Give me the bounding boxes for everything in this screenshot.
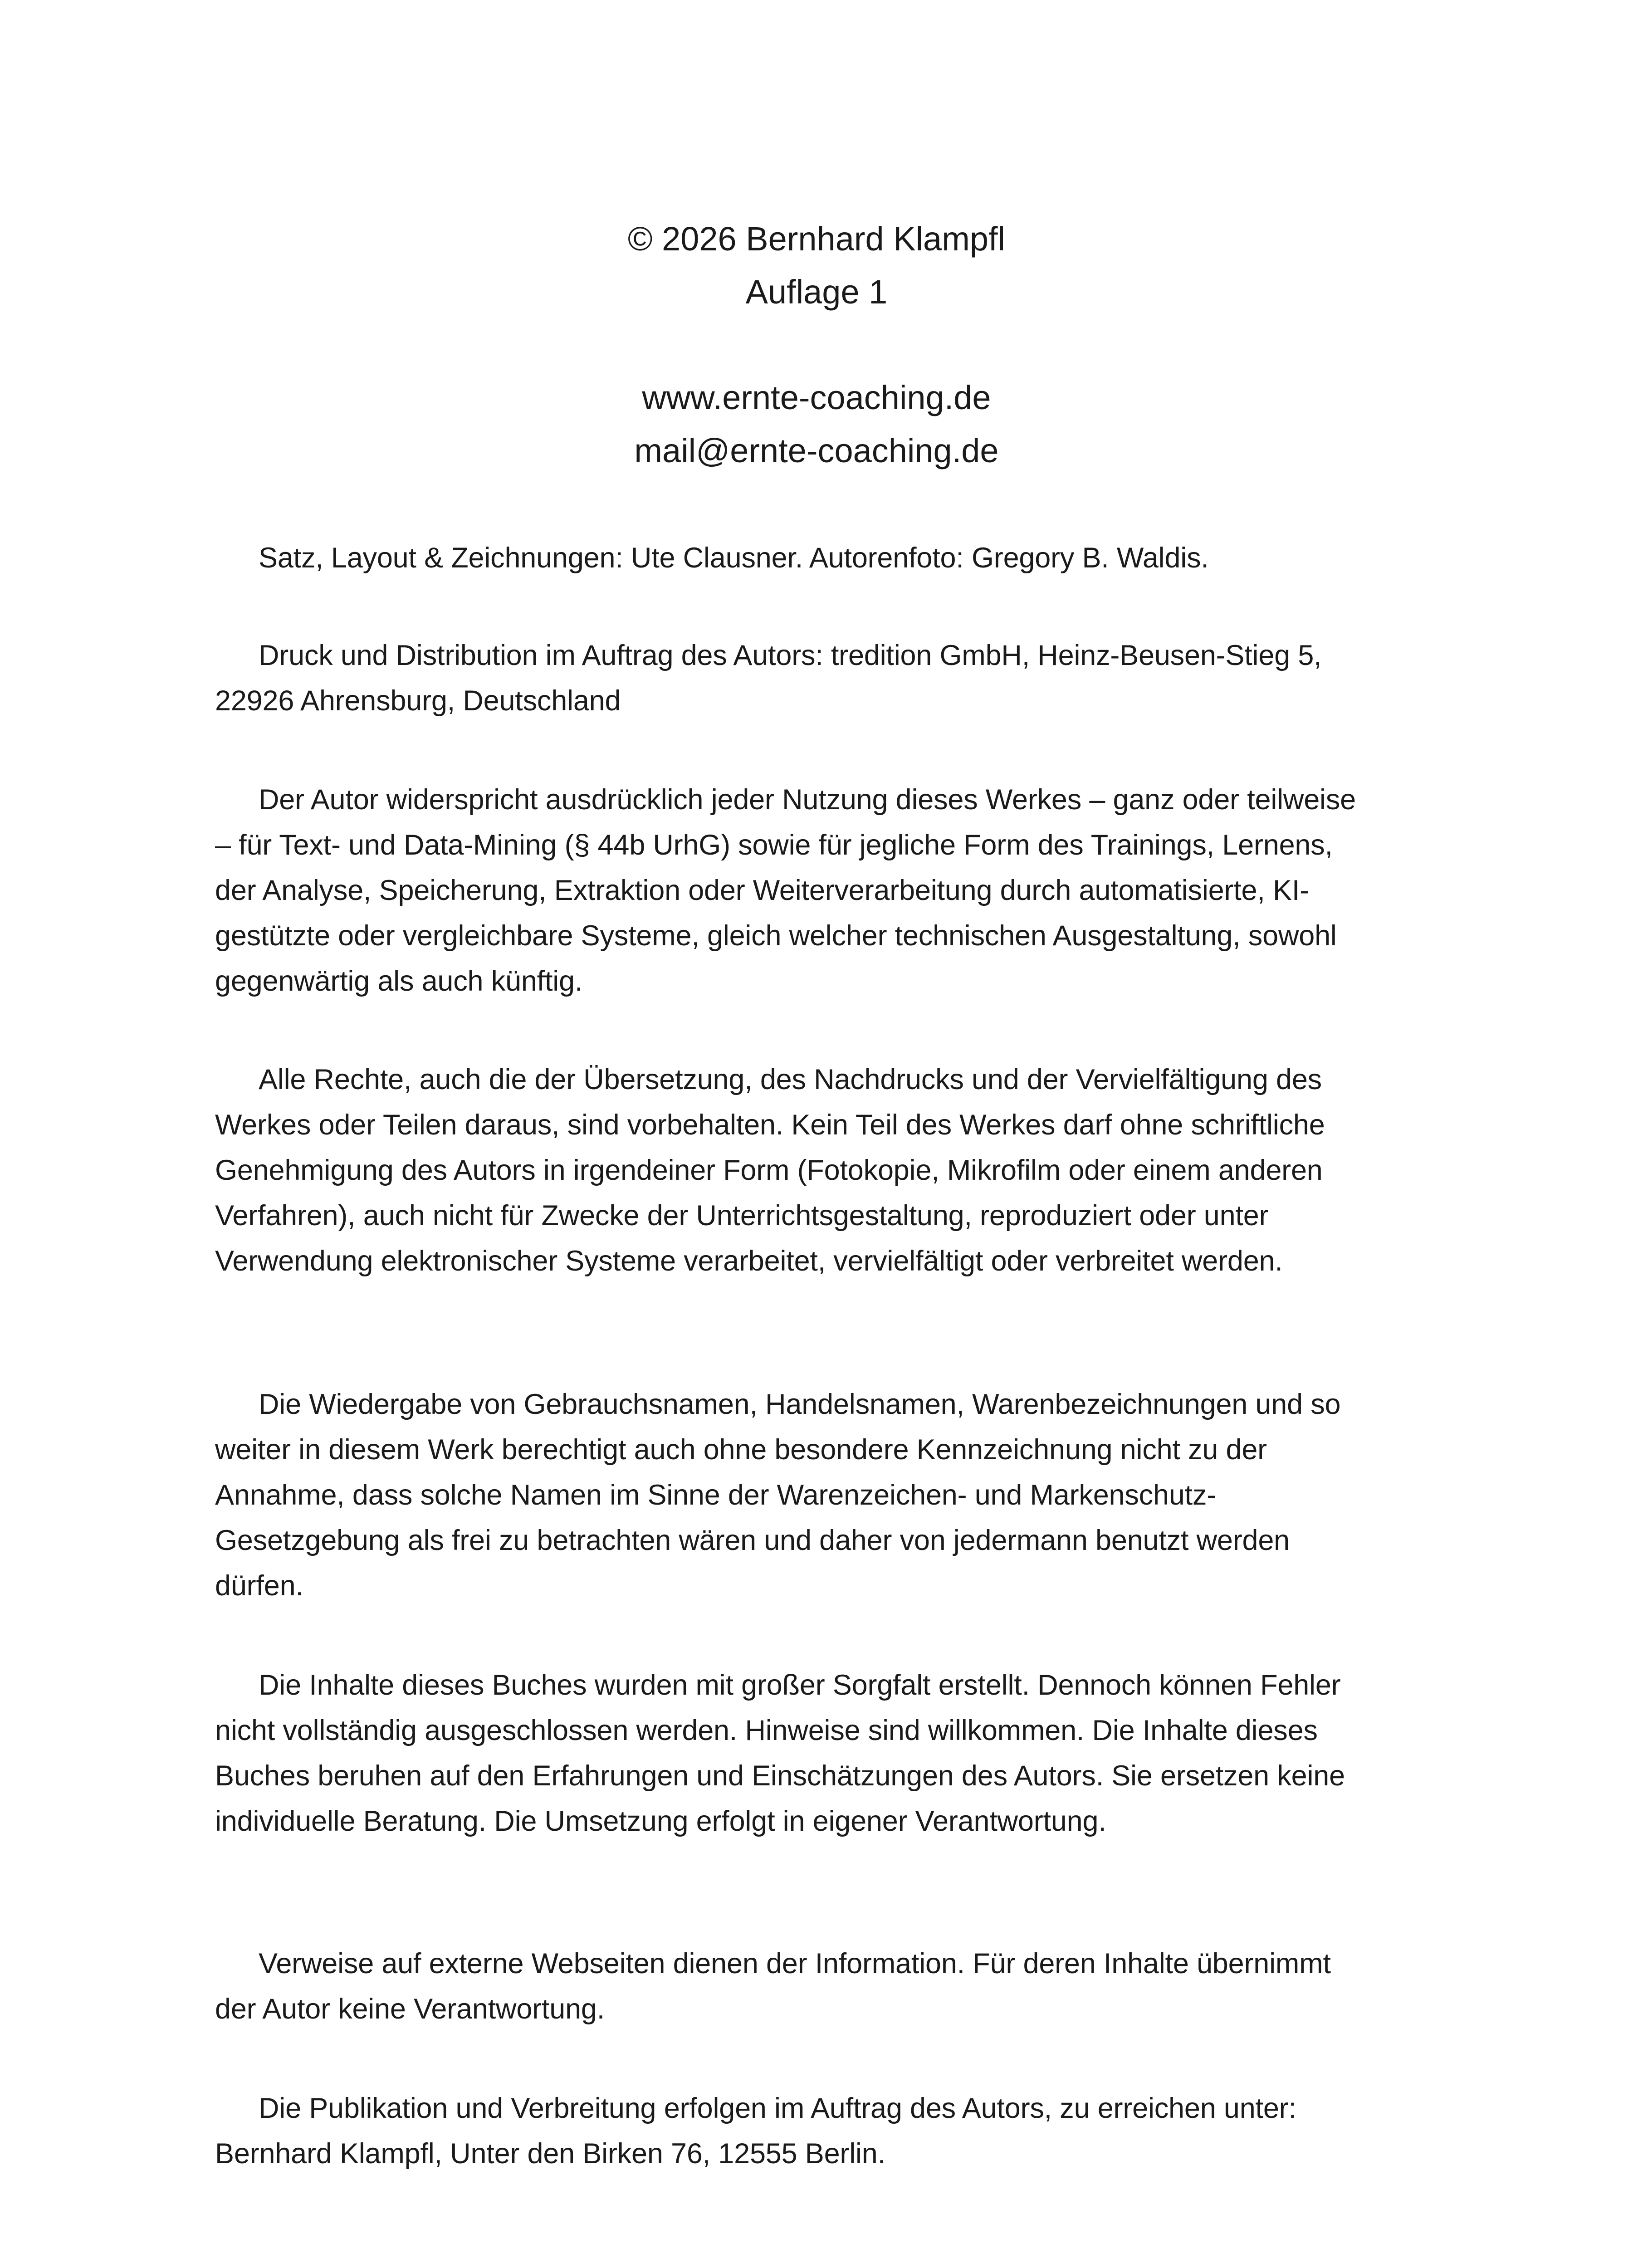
edition-line: Auflage 1 — [745, 273, 888, 311]
rights-paragraph: Alle Rechte, auch die der Übersetzung, des Nachdrucks und der Vervielfältigung des Werkes oder Teilen daraus, sind vorbehalten. Kein Teil des Werkes darf ohne schriftliche Genehmigung des Autors in irgendeiner Form (Fotokopie, Mikrofilm oder einem anderen Verfahren), auch nicht für Zwecke der Unterrichtsgestaltung, reproduziert oder unter Verwendung elektronischer Systeme verarbeitet, vervielfältigt oder verbreitet werden. — [215, 1064, 1325, 1277]
external-links-paragraph: Verweise auf externe Webseiten dienen der Information. Für deren Inhalte übernimmt der Autor keine Verantwortung. — [215, 1948, 1331, 2025]
copyright-line: © 2026 Bernhard Klampfl — [628, 220, 1005, 258]
printing-paragraph: Druck und Distribution im Auftrag des Autors: tredition GmbH, Heinz-Beusen-Stieg 5, 22926 Ahrensburg, Deutschland — [215, 640, 1322, 717]
website-link[interactable]: www.ernte-coaching.de — [642, 379, 991, 416]
copyright-block — [0, 212, 1633, 318]
trademark-paragraph: Die Wiedergabe von Gebrauchsnamen, Handelsnamen, Warenbezeichnungen und so weiter in diesem Werk berechtigt auch ohne besondere Kennzeichnung nicht zu der Annahme, dass solche Namen im Sinne der Warenzeichen- und Markenschutz-Gesetzgebung als frei zu betrachten wären und daher von jedermann benutzt werden dürfen. — [215, 1388, 1341, 1602]
disclaimer-paragraph: Die Inhalte dieses Buches wurden mit großer Sorgfalt erstellt. Dennoch können Fehler nicht vollständig ausgeschlossen werden. Hinweise sind willkommen. Die Inhalte dieses Buches beruhen auf den Erfahrungen und Einschätzungen des Autors. Sie ersetzen keine individuelle Beratung. Die Umsetzung erfolgt in eigener Verantwortung. — [215, 1669, 1345, 1837]
text-mining-paragraph: Der Autor widerspricht ausdrücklich jeder Nutzung dieses Werkes – ganz oder teilweise – für Text- und Data-Mining (§ 44b UrhG) sowie für jegliche Form des Trainings, Lernens, der Analyse, Speicherung, Extraktion oder Weiterverarbeitung durch automatisierte, KI-gestützte oder vergleichbare Systeme, gleich welcher technischen Ausgestaltung, sowohl gegenwärtig als auch künftig. — [215, 784, 1356, 997]
email-link[interactable]: mail@ernte-coaching.de — [634, 432, 999, 469]
credits-paragraph: Satz, Layout & Zeichnungen: Ute Clausner. Autorenfoto: Gregory B. Waldis. — [259, 542, 1209, 574]
publication-paragraph: Die Publikation und Verbreitung erfolgen im Auftrag des Autors, zu erreichen unter: Bernhard Klampfl, Unter den Birken 76, 12555 Berlin. — [215, 2092, 1296, 2170]
contact-block — [0, 371, 1633, 477]
